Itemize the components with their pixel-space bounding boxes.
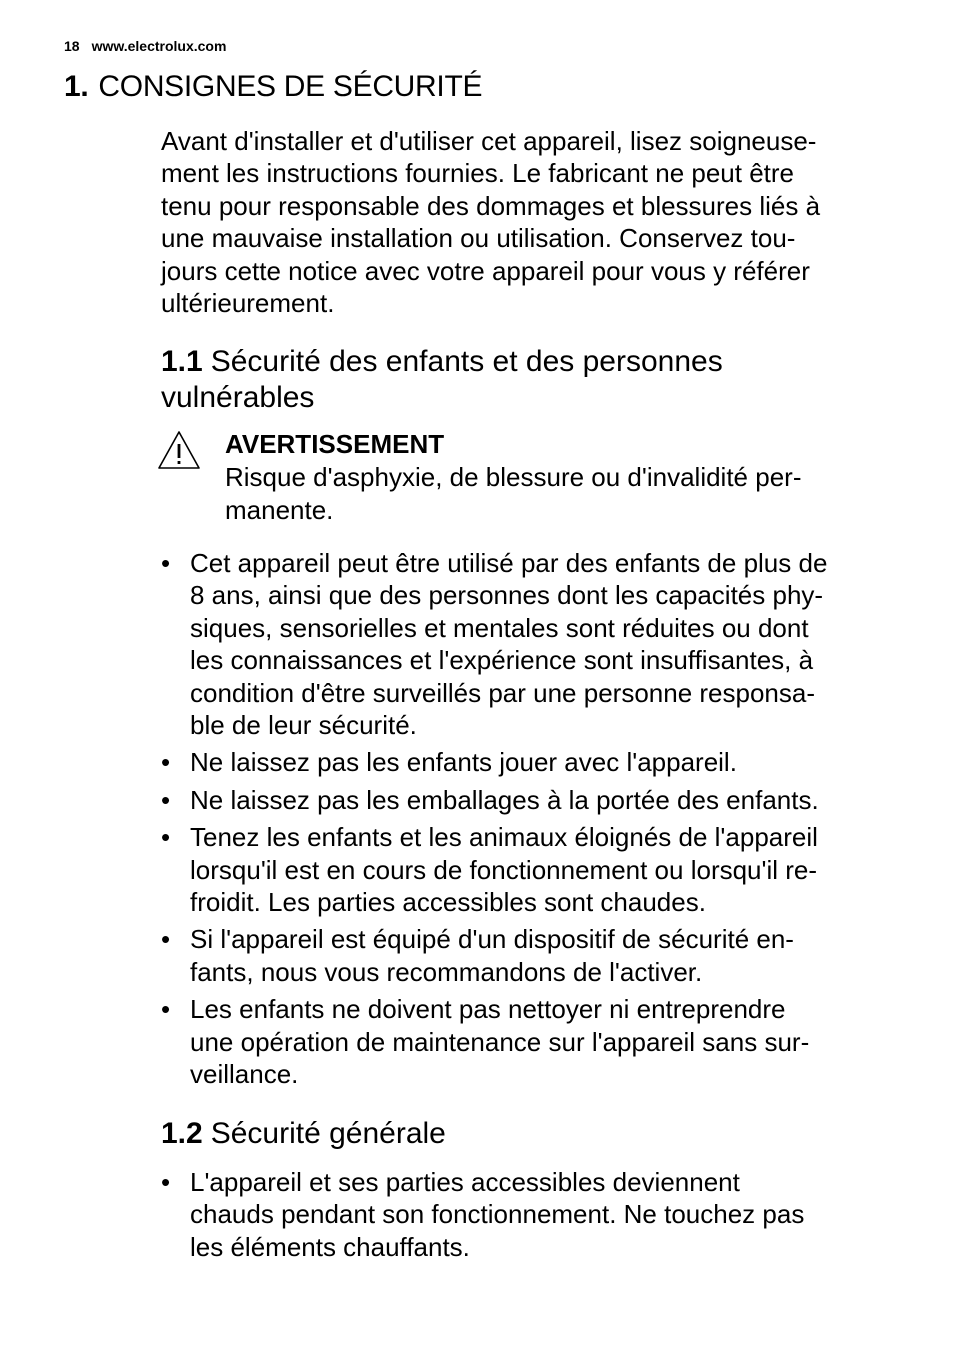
- list-item: [161, 547, 901, 741]
- list-item-line: condition d'être surveillés par une personne responsa-: [190, 677, 816, 708]
- warning-text: manente.: [225, 495, 334, 525]
- subsection-heading-1-1: [161, 344, 723, 416]
- page-header: [64, 38, 226, 54]
- page-number: 18: [64, 38, 80, 54]
- warning-block: [225, 428, 801, 527]
- intro-line: tenu pour responsable des dommages et blessures liés à: [161, 190, 821, 221]
- warning-triangle-icon: [157, 430, 201, 470]
- list-item-line: lorsqu'il est en cours de fonctionnement ou lorsqu'il re-: [190, 854, 818, 885]
- intro-paragraph: [161, 125, 901, 319]
- list-item-line: froidit. Les parties accessibles sont chaudes.: [190, 887, 706, 918]
- subsection-number: 1.1: [161, 345, 203, 378]
- bullet: •: [161, 822, 171, 853]
- list-item-line: Les enfants ne doivent pas nettoyer ni entreprendre: [190, 994, 786, 1025]
- list-item-line: Ne laissez pas les emballages à la portée des enfants.: [190, 784, 819, 815]
- subsection-title: Sécurité des enfants et des personnes: [210, 345, 723, 378]
- section-title: [64, 70, 482, 104]
- section-number: 1.: [64, 70, 89, 103]
- subsection-heading-1-2: [161, 1116, 446, 1152]
- list-item-line: veillance.: [190, 1059, 299, 1090]
- intro-line: jours cette notice avec votre appareil pour vous y référer: [161, 255, 810, 286]
- warning-text: Risque d'asphyxie, de blessure ou d'invalidité per-: [225, 462, 802, 492]
- list-item: [161, 923, 901, 988]
- list-item-line: fants, nous vous recommandons de l'activer.: [190, 956, 703, 987]
- subsection-number: 1.2: [161, 1117, 203, 1150]
- list-item: [161, 746, 901, 778]
- subsection-title-cont: vulnérables: [161, 381, 315, 414]
- bullet: •: [161, 924, 171, 955]
- list-item: [161, 993, 901, 1090]
- children-safety-list: [161, 547, 901, 1091]
- general-safety-list: [161, 1166, 901, 1263]
- bullet: •: [161, 784, 171, 815]
- bullet: •: [161, 548, 171, 578]
- list-item-line: chauds pendant son fonctionnement. Ne touchez pas: [190, 1199, 805, 1230]
- list-item-line: une opération de maintenance sur l'appareil sans sur-: [190, 1026, 810, 1057]
- intro-line: ment les instructions fournies. Le fabricant ne peut être: [161, 158, 795, 189]
- list-item: [161, 784, 901, 816]
- list-item: [161, 821, 901, 918]
- list-item-line: Ne laissez pas les enfants jouer avec l'appareil.: [190, 747, 737, 778]
- list-item-line: Cet appareil peut être utilisé par des enfants de plus de: [190, 548, 828, 578]
- bullet: •: [161, 994, 171, 1025]
- bullet: •: [161, 1167, 171, 1197]
- list-item-line: 8 ans, ainsi que des personnes dont les capacités phy-: [190, 580, 824, 611]
- section-title-text: CONSIGNES DE SÉCURITÉ: [98, 70, 483, 103]
- list-item-line: Si l'appareil est équipé d'un dispositif de sécurité en-: [190, 924, 794, 955]
- list-item-line: les connaissances et l'expérience sont insuffisantes, à: [190, 645, 814, 676]
- warning-title: AVERTISSEMENT: [225, 429, 445, 459]
- list-item-line: siques, sensorielles et mentales sont réduites ou dont: [190, 612, 809, 643]
- intro-line: une mauvaise installation ou utilisation. Conservez tou-: [161, 223, 796, 254]
- intro-line: Avant d'installer et d'utiliser cet appareil, lisez soigneuse-: [161, 126, 817, 156]
- list-item-line: L'appareil et ses parties accessibles deviennent: [190, 1167, 740, 1197]
- site-url: www.electrolux.com: [91, 38, 227, 54]
- intro-line: ultérieurement.: [161, 288, 335, 319]
- list-item-line: Tenez les enfants et les animaux éloignés de l'appareil: [190, 822, 818, 853]
- list-item-line: ble de leur sécurité.: [190, 710, 417, 741]
- bullet: •: [161, 747, 171, 778]
- list-item-line: les éléments chauffants.: [190, 1231, 470, 1262]
- subsection-title: Sécurité générale: [210, 1117, 446, 1150]
- list-item: [161, 1166, 901, 1263]
